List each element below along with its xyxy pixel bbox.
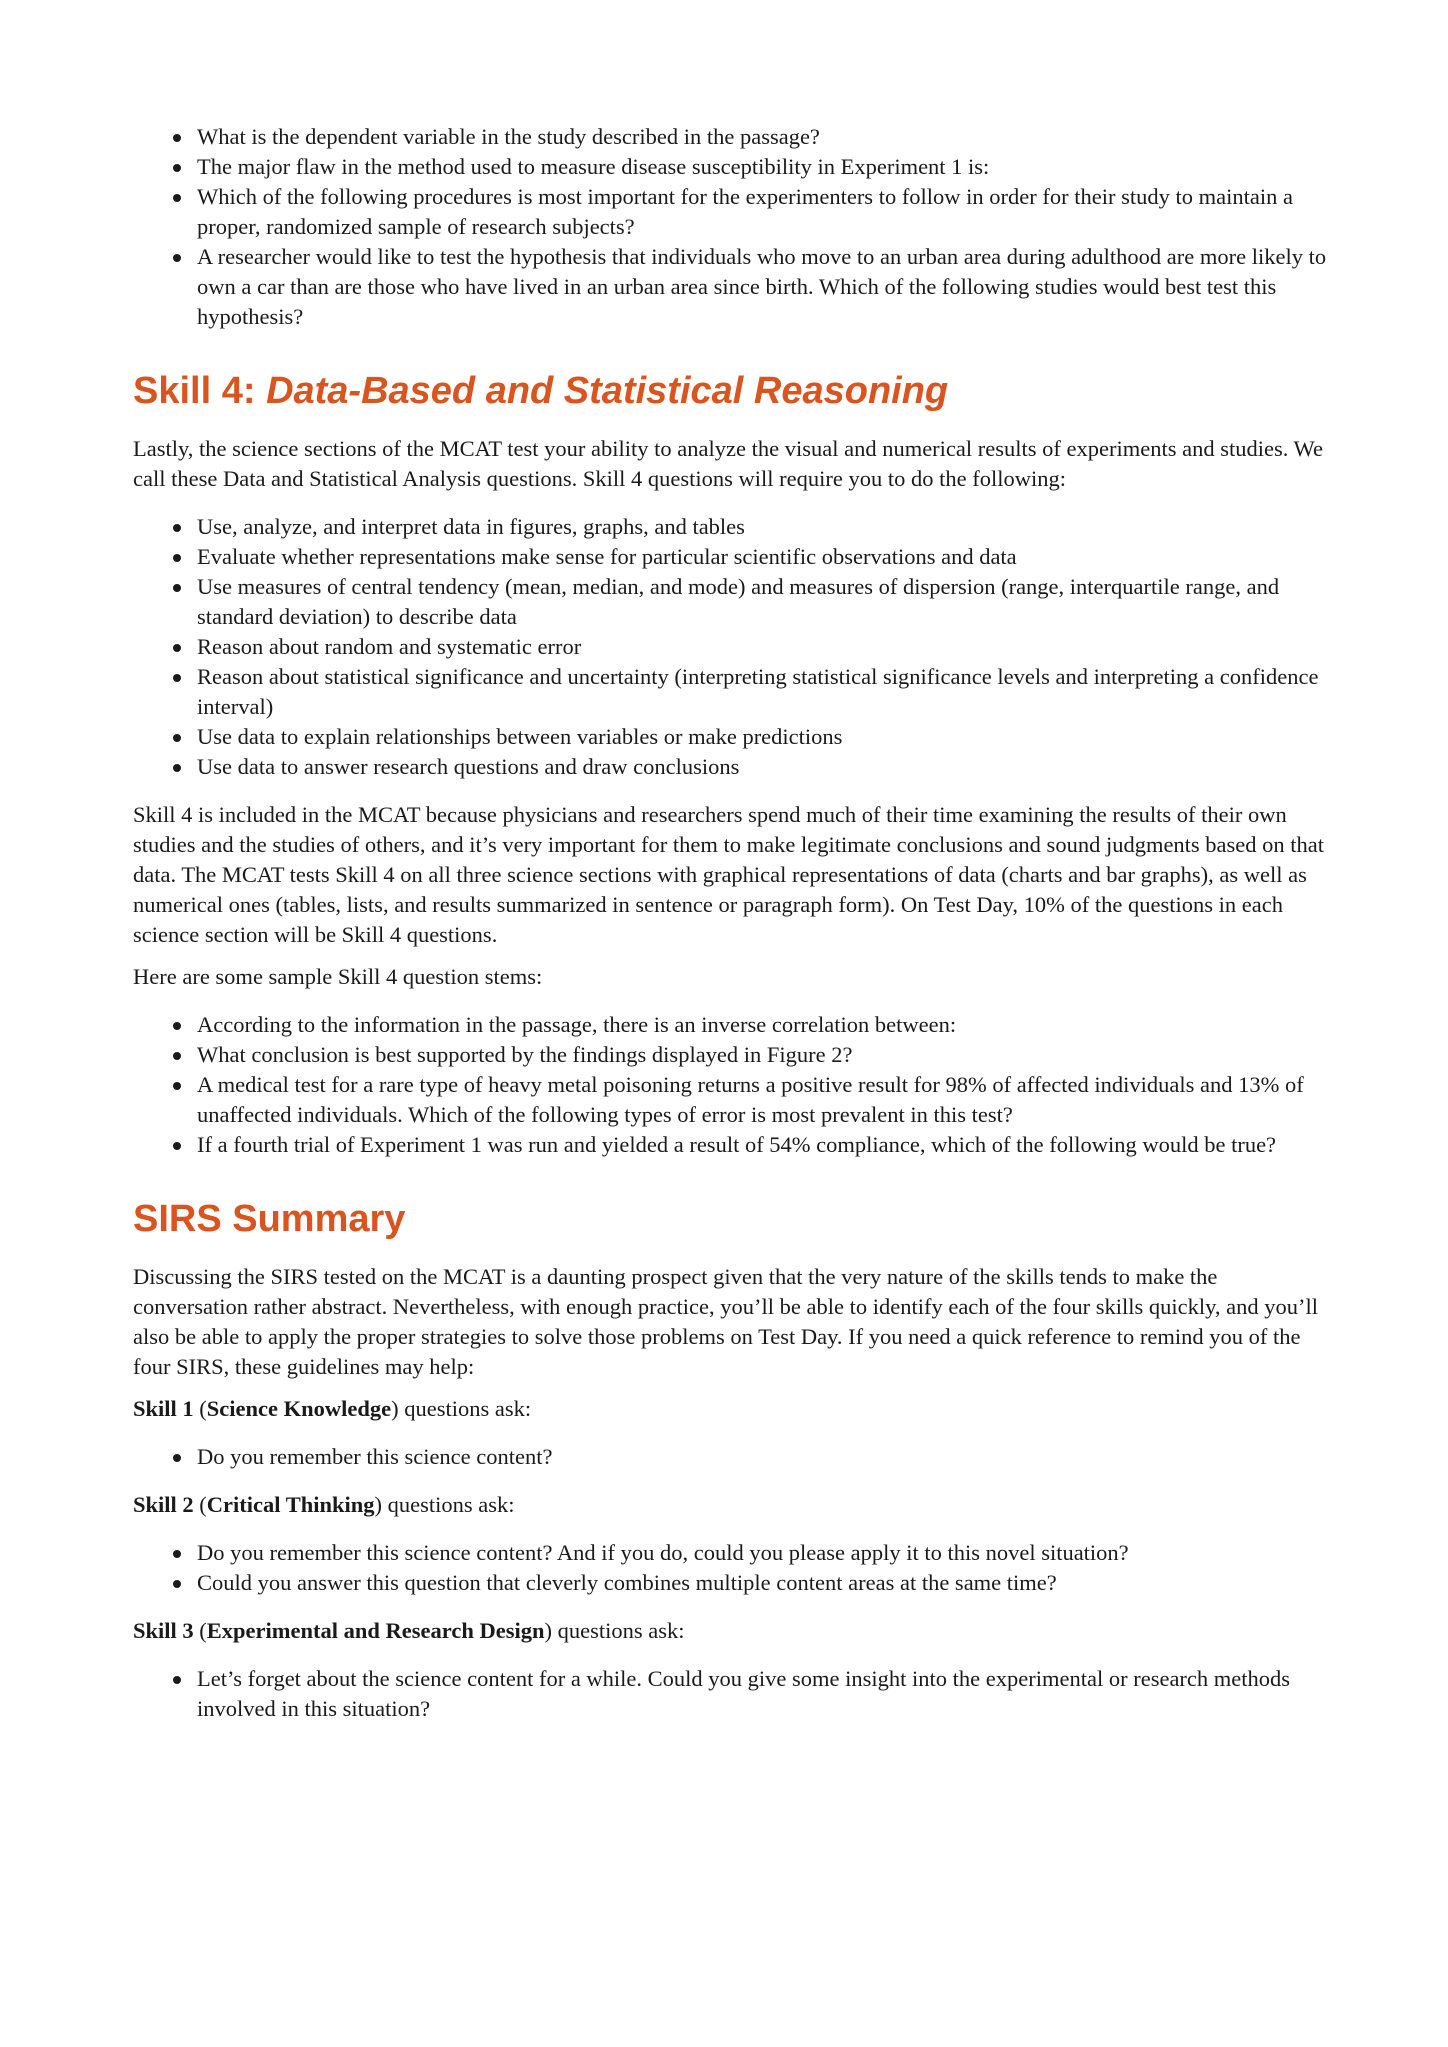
list-item: Use, analyze, and interpret data in figures, graphs, and tables: [133, 512, 1333, 542]
list-item: What conclusion is best supported by the findings displayed in Figure 2?: [133, 1040, 1333, 1070]
skill3-label: Skill 3 (Experimental and Research Design) questions ask:: [133, 1618, 685, 1643]
skill4-heading-title: Data-Based and Statistical Reasoning: [266, 370, 949, 412]
skill4-stems-list: [133, 1010, 1333, 1160]
list-item: Use data to answer research questions and draw conclusions: [133, 752, 1333, 782]
list-item: Let’s forget about the science content for a while. Could you give some insight into the experimental or research methods involved in this situation?: [133, 1664, 1333, 1724]
question-stem-list: [133, 122, 1333, 332]
skill4-stems-intro: Here are some sample Skill 4 question stems:: [133, 964, 543, 989]
list-item: What is the dependent variable in the study described in the passage?: [133, 122, 1333, 152]
skill4-intro: Lastly, the science sections of the MCAT test your ability to analyze the visual and numerical results of experiments and studies. We call these Data and Statistical Analysis questions. Skill 4 questions will require you to do the following:: [133, 436, 1323, 491]
list-item: Could you answer this question that cleverly combines multiple content areas at the same time?: [133, 1568, 1333, 1598]
skill4-heading-prefix: Skill 4:: [133, 370, 267, 412]
skill1-label: Skill 1 (Science Knowledge) questions ask:: [133, 1396, 532, 1421]
skill2-label: Skill 2 (Critical Thinking) questions ask:: [133, 1492, 515, 1517]
list-item: Evaluate whether representations make sense for particular scientific observations and data: [133, 542, 1333, 572]
summary-intro: Discussing the SIRS tested on the MCAT is a daunting prospect given that the very nature of the skills tends to make the conversation rather abstract. Nevertheless, with enough practice, you’ll be able to identify each of the four skills quickly, and you’ll also be able to apply the proper strategies to solve those problems on Test Day. If you need a quick reference to remind you of the four SIRS, these guidelines may help:: [133, 1264, 1319, 1379]
list-item: A researcher would like to test the hypothesis that individuals who move to an urban area during adulthood are more likely to own a car than are those who have lived in an urban area since birth. Which of the following studies would best test this hypothesis?: [133, 242, 1333, 332]
list-item: A medical test for a rare type of heavy metal poisoning returns a positive result for 98% of affected individuals and 13% of unaffected individuals. Which of the following types of error is most prevalent in this test?: [133, 1070, 1333, 1130]
skill4-abilities-list: [133, 512, 1333, 782]
skill4-explanation: Skill 4 is included in the MCAT because physicians and researchers spend much of their time examining the results of their own studies and the studies of others, and it’s very important for them to make legitimate conclusions and sound judgments based on that data. The MCAT tests Skill 4 on all three science sections with graphical representations of data (charts and bar graphs), as well as numerical ones (tables, lists, and results summarized in sentence or paragraph form). On Test Day, 10% of the questions in each science section will be Skill 4 questions.: [133, 802, 1325, 947]
skill3-questions: [133, 1664, 1333, 1724]
skill4-heading: [133, 368, 1333, 414]
list-item: Use measures of central tendency (mean, median, and mode) and measures of dispersion (range, interquartile range, and standard deviation) to describe data: [133, 572, 1333, 632]
list-item: Which of the following procedures is most important for the experimenters to follow in order for their study to maintain a proper, randomized sample of research subjects?: [133, 182, 1333, 242]
list-item: The major flaw in the method used to measure disease susceptibility in Experiment 1 is:: [133, 152, 1333, 182]
document-page: [133, 122, 1333, 1724]
summary-heading: SIRS Summary: [133, 1198, 406, 1240]
list-item: Reason about statistical significance and uncertainty (interpreting statistical significance levels and interpreting a confidence interval): [133, 662, 1333, 722]
list-item: Use data to explain relationships between variables or make predictions: [133, 722, 1333, 752]
skill1-questions: [133, 1442, 1333, 1472]
list-item: Do you remember this science content? And if you do, could you please apply it to this novel situation?: [133, 1538, 1333, 1568]
list-item: Reason about random and systematic error: [133, 632, 1333, 662]
list-item: According to the information in the passage, there is an inverse correlation between:: [133, 1010, 1333, 1040]
skill2-questions: [133, 1538, 1333, 1598]
list-item: If a fourth trial of Experiment 1 was run and yielded a result of 54% compliance, which of the following would be true?: [133, 1130, 1333, 1160]
list-item: Do you remember this science content?: [133, 1442, 1333, 1472]
